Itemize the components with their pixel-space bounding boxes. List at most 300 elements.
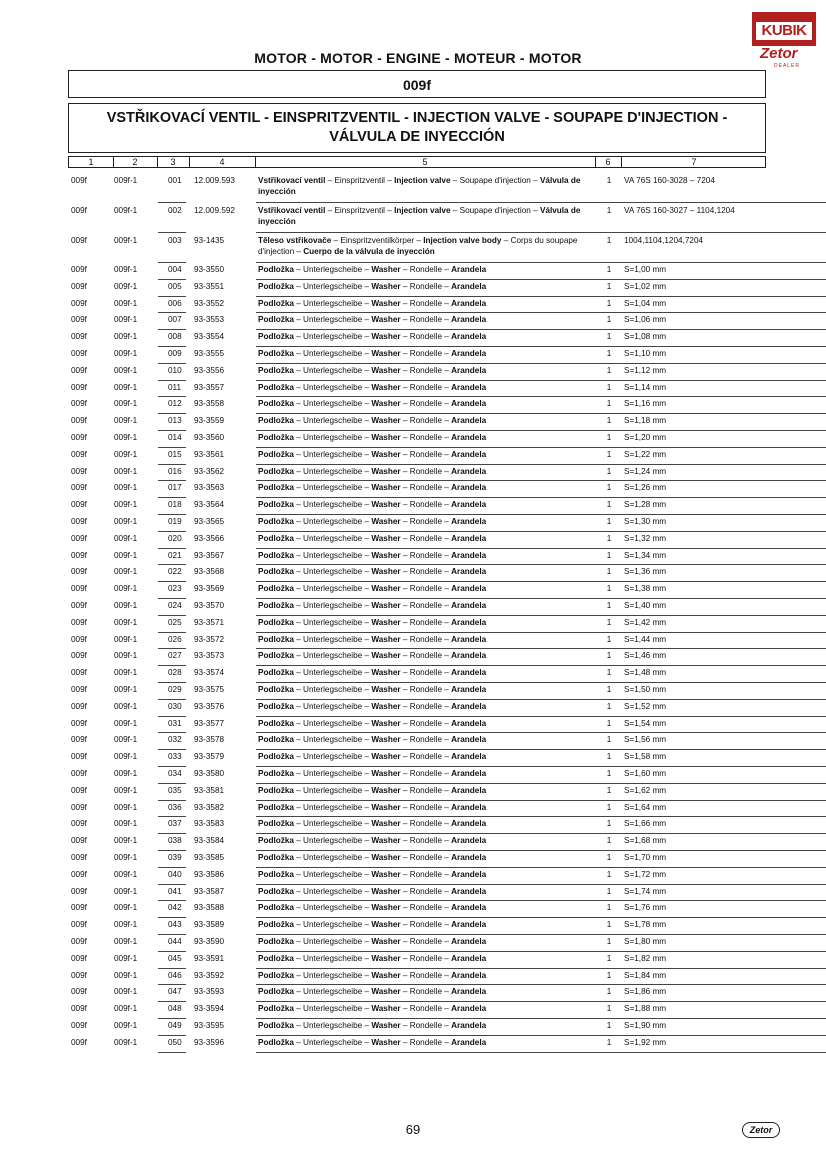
cell-quantity: 1 — [606, 500, 612, 510]
cell-subgroup: 009f-1 — [114, 987, 138, 997]
description-part: – Rondelle – — [400, 802, 452, 812]
cell-description — [258, 348, 588, 359]
description-part: – Rondelle – — [400, 601, 452, 610]
description-part: Washer — [371, 332, 401, 342]
row-separator — [158, 497, 186, 498]
description-part: – Rondelle – — [400, 433, 452, 442]
row-separator — [158, 968, 186, 969]
row-separator — [596, 766, 620, 767]
row-separator — [596, 816, 620, 817]
row-separator — [256, 262, 826, 263]
description-part: Podložka — [258, 668, 294, 678]
description-part: – Unterlegscheibe – — [293, 785, 372, 795]
cell-subgroup: 009f-1 — [114, 176, 138, 185]
row-separator — [596, 716, 620, 717]
cell-subgroup: 009f-1 — [114, 802, 138, 812]
description-part: – Rondelle – — [400, 382, 452, 392]
row-separator — [158, 548, 186, 549]
description-part: – Unterlegscheibe – — [293, 869, 372, 879]
section-title: VSTŘIKOVACÍ VENTIL - EINSPRITZVENTIL - INJECTION VALVE - SOUPAPE D'INJECTION - VÁLVULA DE INYECCIÓN — [68, 103, 766, 153]
description-part: – Rondelle – — [400, 701, 452, 711]
description-part: Podložka — [258, 265, 294, 274]
description-part: Podložka — [258, 1037, 294, 1047]
cell-part-number: 93-3550 — [194, 265, 225, 274]
cell-group: 009f — [71, 634, 87, 644]
description-part: Arandela — [451, 517, 487, 526]
cell-position: 005 — [168, 281, 182, 291]
cell-group: 009f — [71, 869, 87, 879]
description-part: Arandela — [451, 920, 487, 930]
row-separator — [158, 632, 186, 633]
description-part: Arandela — [451, 550, 487, 560]
row-separator — [158, 396, 186, 397]
cell-group: 009f — [71, 836, 87, 846]
cell-position: 031 — [168, 718, 182, 728]
cell-subgroup: 009f-1 — [114, 701, 138, 711]
cell-position: 035 — [168, 785, 182, 795]
row-separator — [256, 202, 826, 203]
row-separator — [256, 968, 826, 969]
col-header-5: 5 — [422, 157, 428, 167]
row-separator — [158, 598, 186, 599]
description-part: – Unterlegscheibe – — [293, 466, 372, 476]
description-part: – Unterlegscheibe – — [293, 1004, 372, 1014]
description-part: – Unterlegscheibe – — [293, 567, 372, 577]
description-part: Podložka — [258, 1021, 294, 1030]
cell-group: 009f — [71, 937, 87, 946]
cell-note: S=1,64 mm — [624, 802, 667, 812]
description-part: Podložka — [258, 466, 294, 476]
cell-group: 009f — [71, 365, 87, 375]
cell-group: 009f — [71, 668, 87, 678]
cell-description — [258, 533, 588, 544]
row-separator — [596, 581, 620, 582]
cell-position: 016 — [168, 466, 182, 476]
description-part: – Rondelle – — [400, 349, 452, 358]
description-part: – Unterlegscheibe – — [293, 651, 372, 661]
cell-part-number: 93-3582 — [194, 802, 225, 812]
row-separator — [596, 430, 620, 431]
cell-position: 022 — [168, 567, 182, 577]
row-separator — [596, 514, 620, 515]
cell-subgroup: 009f-1 — [114, 349, 138, 358]
cell-position: 014 — [168, 433, 182, 442]
cell-note: S=1,30 mm — [624, 517, 667, 526]
description-part: Washer — [371, 718, 401, 728]
row-separator — [256, 464, 826, 465]
row-separator — [596, 1018, 620, 1019]
description-part: Podložka — [258, 937, 294, 946]
cell-group: 009f — [71, 466, 87, 476]
cell-note: S=1,08 mm — [624, 332, 667, 342]
description-part: Podložka — [258, 920, 294, 930]
description-part: Washer — [371, 601, 401, 610]
cell-quantity: 1 — [606, 416, 612, 426]
cell-part-number: 93-3567 — [194, 550, 225, 560]
row-separator — [158, 312, 186, 313]
row-separator — [256, 732, 826, 733]
description-part: – Rondelle – — [400, 483, 452, 493]
row-separator — [596, 934, 620, 935]
cell-note: S=1,92 mm — [624, 1037, 667, 1047]
cell-part-number: 93-3562 — [194, 466, 225, 476]
cell-description — [258, 432, 588, 443]
cell-subgroup: 009f-1 — [114, 500, 138, 510]
row-separator — [596, 665, 620, 666]
cell-subgroup: 009f-1 — [114, 298, 138, 308]
row-separator — [256, 548, 826, 549]
row-separator — [158, 884, 186, 885]
cell-group: 009f — [71, 920, 87, 930]
cell-part-number: 93-3569 — [194, 584, 225, 594]
cell-note: S=1,48 mm — [624, 668, 667, 678]
cell-group: 009f — [71, 332, 87, 342]
description-part: Podložka — [258, 735, 294, 745]
description-part: Podložka — [258, 903, 294, 913]
cell-note: S=1,86 mm — [624, 987, 667, 997]
cell-part-number: 93-3581 — [194, 785, 225, 795]
row-separator — [256, 682, 826, 683]
cell-note: S=1,28 mm — [624, 500, 667, 510]
cell-position: 020 — [168, 533, 182, 543]
cell-note: S=1,84 mm — [624, 970, 667, 980]
description-part: – Unterlegscheibe – — [293, 937, 372, 946]
cell-quantity: 1 — [606, 567, 612, 577]
cell-quantity: 1 — [606, 853, 612, 862]
row-separator — [158, 984, 186, 985]
cell-position: 015 — [168, 449, 182, 459]
cell-position: 004 — [168, 265, 182, 274]
row-separator — [596, 447, 620, 448]
cell-subgroup: 009f-1 — [114, 903, 138, 913]
row-separator — [256, 363, 826, 364]
row-separator — [256, 816, 826, 817]
row-separator — [158, 665, 186, 666]
cell-subgroup: 009f-1 — [114, 617, 138, 627]
cell-part-number: 93-3589 — [194, 920, 225, 930]
row-separator — [596, 564, 620, 565]
cell-description — [258, 886, 588, 897]
cell-part-number: 93-3593 — [194, 987, 225, 997]
cell-subgroup: 009f-1 — [114, 685, 138, 694]
cell-note: S=1,26 mm — [624, 483, 667, 493]
row-separator — [158, 363, 186, 364]
cell-part-number: 93-3580 — [194, 769, 225, 778]
description-part: – Unterlegscheibe – — [293, 802, 372, 812]
cell-description — [258, 583, 588, 594]
cell-description — [258, 902, 588, 913]
cell-description — [258, 314, 588, 325]
cell-part-number: 93-3571 — [194, 617, 225, 627]
cell-position: 049 — [168, 1021, 182, 1030]
cell-description — [258, 684, 588, 695]
cell-note: S=1,60 mm — [624, 769, 667, 778]
description-part: – Unterlegscheibe – — [293, 517, 372, 526]
description-part: – Rondelle – — [400, 920, 452, 930]
description-part: – Rondelle – — [400, 298, 452, 308]
cell-note: S=1,40 mm — [624, 601, 667, 610]
cell-description — [258, 818, 588, 829]
description-part: Washer — [371, 970, 401, 980]
cell-subgroup: 009f-1 — [114, 206, 138, 215]
cell-description — [258, 205, 588, 227]
description-part: Injection valve — [394, 176, 451, 185]
row-separator — [158, 1001, 186, 1002]
description-part: Podložka — [258, 349, 294, 358]
cell-description — [258, 1003, 588, 1014]
description-part: Arandela — [451, 433, 487, 442]
description-part: Podložka — [258, 382, 294, 392]
description-part: Arandela — [451, 869, 487, 879]
description-part: Podložka — [258, 1004, 294, 1014]
cell-group: 009f — [71, 987, 87, 997]
description-part: – Rondelle – — [400, 668, 452, 678]
row-separator — [158, 867, 186, 868]
description-part: Washer — [371, 349, 401, 358]
cell-note: S=1,56 mm — [624, 735, 667, 745]
cell-position: 041 — [168, 886, 182, 896]
cell-note: S=1,04 mm — [624, 298, 667, 308]
description-part: – Corps du soupape d'injection – — [258, 236, 578, 256]
description-part: Arandela — [451, 533, 487, 543]
cell-description — [258, 482, 588, 493]
description-part: – Rondelle – — [400, 853, 452, 862]
row-separator — [158, 202, 186, 203]
row-separator — [158, 766, 186, 767]
cell-description — [258, 499, 588, 510]
row-separator — [256, 867, 826, 868]
row-separator — [158, 917, 186, 918]
description-part: – Unterlegscheibe – — [293, 365, 372, 375]
description-part: – Rondelle – — [400, 265, 452, 274]
cell-note: S=1,72 mm — [624, 869, 667, 879]
cell-group: 009f — [71, 1021, 87, 1030]
row-separator — [596, 497, 620, 498]
description-part: Arandela — [451, 701, 487, 711]
row-separator — [158, 296, 186, 297]
cell-description — [258, 466, 588, 477]
row-separator — [256, 951, 826, 952]
description-part: – Soupape d'injection – — [450, 176, 540, 185]
row-separator — [256, 531, 826, 532]
cell-subgroup: 009f-1 — [114, 533, 138, 543]
description-part: Arandela — [451, 987, 487, 997]
description-part: – Rondelle – — [400, 836, 452, 846]
description-part: Arandela — [451, 365, 487, 375]
cell-subgroup: 009f-1 — [114, 668, 138, 678]
description-part: Podložka — [258, 701, 294, 711]
description-part: – Rondelle – — [400, 752, 452, 762]
cell-part-number: 93-3572 — [194, 634, 225, 644]
cell-subgroup: 009f-1 — [114, 953, 138, 963]
cell-position: 040 — [168, 869, 182, 879]
description-part: Washer — [371, 399, 401, 409]
cell-part-number: 93-3595 — [194, 1021, 225, 1030]
row-separator — [596, 632, 620, 633]
description-part: Arandela — [451, 567, 487, 577]
cell-note: 1004,1104,1204,7204 — [624, 236, 704, 245]
description-part: Washer — [371, 651, 401, 661]
cell-position: 037 — [168, 819, 182, 829]
cell-quantity: 1 — [606, 987, 612, 997]
description-part: Podložka — [258, 819, 294, 829]
row-separator — [158, 1035, 186, 1036]
description-part: Vstřikovací ventil — [258, 206, 326, 215]
row-separator — [158, 682, 186, 683]
description-part: Arandela — [451, 651, 487, 661]
description-part: Washer — [371, 752, 401, 762]
cell-group: 009f — [71, 853, 87, 862]
cell-position: 003 — [168, 236, 182, 245]
cell-description — [258, 718, 588, 729]
cell-note: S=1,22 mm — [624, 449, 667, 459]
row-separator — [256, 1035, 826, 1036]
cell-description — [258, 281, 588, 292]
description-part: Washer — [371, 701, 401, 711]
description-part: – Rondelle – — [400, 1021, 452, 1030]
cell-note: S=1,10 mm — [624, 349, 667, 358]
cell-description — [258, 566, 588, 577]
row-separator — [158, 447, 186, 448]
cell-position: 007 — [168, 315, 182, 325]
description-part: – Unterlegscheibe – — [293, 903, 372, 913]
description-part: Arandela — [451, 937, 487, 946]
cell-description — [258, 768, 588, 779]
cell-subgroup: 009f-1 — [114, 785, 138, 795]
row-separator — [158, 380, 186, 381]
description-part: Arandela — [451, 634, 487, 644]
description-part: Arandela — [451, 315, 487, 325]
row-separator — [596, 648, 620, 649]
cell-note: S=1,32 mm — [624, 533, 667, 543]
description-part: – Rondelle – — [400, 1004, 452, 1014]
description-part: – Unterlegscheibe – — [293, 315, 372, 325]
description-part: Arandela — [451, 785, 487, 795]
description-part: – Rondelle – — [400, 399, 452, 409]
cell-position: 021 — [168, 550, 182, 560]
row-separator — [256, 329, 826, 330]
logo-brand: KUBIK — [756, 22, 812, 40]
description-part: Washer — [371, 483, 401, 493]
cell-description — [258, 331, 588, 342]
cell-subgroup: 009f-1 — [114, 920, 138, 930]
row-separator — [158, 850, 186, 851]
cell-note: S=1,78 mm — [624, 920, 667, 930]
row-separator — [596, 917, 620, 918]
description-part: Vstřikovací ventil — [258, 176, 326, 185]
description-part: Arandela — [451, 382, 487, 392]
description-part: Podložka — [258, 365, 294, 375]
cell-position: 039 — [168, 853, 182, 862]
cell-group: 009f — [71, 718, 87, 728]
row-separator — [596, 262, 620, 263]
cell-group: 009f — [71, 567, 87, 577]
cell-subgroup: 009f-1 — [114, 1021, 138, 1030]
description-part: Arandela — [451, 500, 487, 510]
description-part: Washer — [371, 584, 401, 594]
description-part: – Unterlegscheibe – — [293, 634, 372, 644]
row-separator — [158, 615, 186, 616]
cell-quantity: 1 — [606, 1004, 612, 1014]
description-part: Arandela — [451, 903, 487, 913]
row-separator — [256, 413, 826, 414]
cell-group: 009f — [71, 970, 87, 980]
cell-position: 010 — [168, 365, 182, 375]
cell-part-number: 93-3561 — [194, 449, 225, 459]
cell-description — [258, 550, 588, 561]
description-part: Podložka — [258, 399, 294, 409]
row-separator — [596, 615, 620, 616]
cell-group: 009f — [71, 584, 87, 594]
description-part: Podložka — [258, 651, 294, 661]
cell-note: S=1,00 mm — [624, 265, 667, 274]
description-part: Washer — [371, 567, 401, 577]
description-part: – Unterlegscheibe – — [293, 970, 372, 980]
row-separator — [158, 480, 186, 481]
row-separator — [596, 968, 620, 969]
row-separator — [158, 430, 186, 431]
description-part: – Rondelle – — [400, 315, 452, 325]
description-part: Washer — [371, 802, 401, 812]
row-separator — [256, 766, 826, 767]
cell-part-number: 93-3579 — [194, 752, 225, 762]
cell-description — [258, 650, 588, 661]
cell-position: 017 — [168, 483, 182, 493]
cell-part-number: 93-3578 — [194, 735, 225, 745]
cell-description — [258, 382, 588, 393]
row-separator — [596, 800, 620, 801]
cell-note: S=1,82 mm — [624, 953, 667, 963]
cell-quantity: 1 — [606, 365, 612, 375]
cell-quantity: 1 — [606, 785, 612, 795]
cell-subgroup: 009f-1 — [114, 365, 138, 375]
description-part: – Einspritzventilkörper – — [331, 236, 424, 245]
description-part: Washer — [371, 836, 401, 846]
cell-position: 030 — [168, 701, 182, 711]
description-part: Arandela — [451, 853, 487, 862]
cell-part-number: 93-3555 — [194, 349, 225, 358]
cell-position: 028 — [168, 668, 182, 678]
cell-quantity: 1 — [606, 236, 612, 245]
cell-part-number: 93-3573 — [194, 651, 225, 661]
row-separator — [256, 934, 826, 935]
description-part: Podložka — [258, 836, 294, 846]
cell-position: 033 — [168, 752, 182, 762]
cell-position: 044 — [168, 937, 182, 946]
cell-description — [258, 667, 588, 678]
cell-note: S=1,52 mm — [624, 701, 667, 711]
row-separator — [256, 884, 826, 885]
description-part: Podložka — [258, 449, 294, 459]
cell-note: S=1,88 mm — [624, 1004, 667, 1014]
row-separator — [596, 279, 620, 280]
description-part: Injection valve body — [423, 236, 502, 245]
description-part: Arandela — [451, 1037, 487, 1047]
cell-position: 032 — [168, 735, 182, 745]
cell-quantity: 1 — [606, 1037, 612, 1047]
cell-position: 013 — [168, 416, 182, 426]
row-separator — [256, 232, 826, 233]
cell-part-number: 93-3592 — [194, 970, 225, 980]
cell-note: S=1,42 mm — [624, 617, 667, 627]
cell-part-number: 93-3586 — [194, 869, 225, 879]
description-part: Arandela — [451, 265, 487, 274]
cell-group: 009f — [71, 651, 87, 661]
cell-subgroup: 009f-1 — [114, 236, 138, 245]
cell-quantity: 1 — [606, 886, 612, 896]
cell-subgroup: 009f-1 — [114, 466, 138, 476]
row-separator — [596, 531, 620, 532]
